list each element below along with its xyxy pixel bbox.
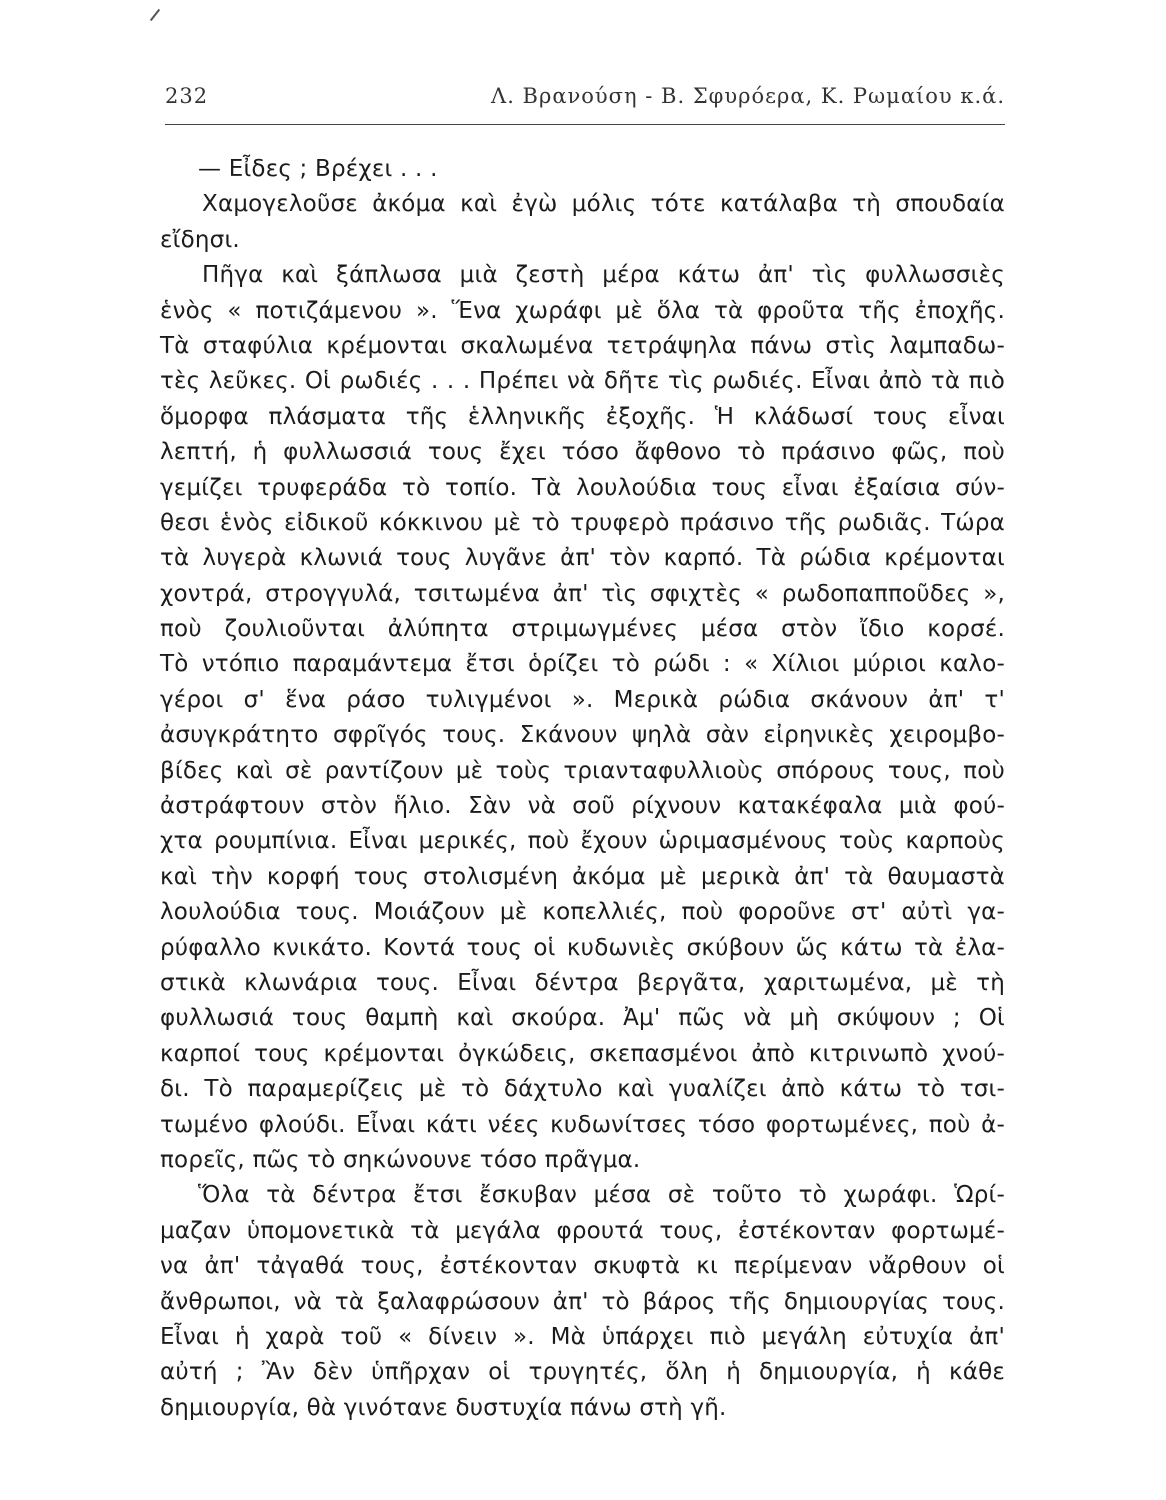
text-line: δημιουργία, θὰ γινότανε δυστυχία πάνω στὴ γῆ.	[160, 1394, 727, 1421]
text-line: δι. Τὸ παραμερίζεις μὲ τὸ δάχτυλο καὶ γυαλίζει ἀπὸ κάτω τὸ τσι-	[160, 1076, 1005, 1103]
pencil-tick-mark	[150, 9, 160, 21]
text-line: χτα ρουμπίνια. Εἶναι μερικές, ποὺ ἔχουν ὡριμασμένους τοὺς καρποὺς	[160, 828, 1005, 855]
text-line: εἴδησι.	[160, 226, 240, 253]
text-line: να ἀπ' τἀγαθά τους, ἐστέκονταν σκυφτὰ κι περίμεναν νἄρθουν οἱ	[160, 1253, 1005, 1280]
text-line: καρποί τους κρέμονται ὀγκώδεις, σκεπασμένοι ἀπὸ κιτρινωπὸ χνού-	[160, 1040, 1005, 1067]
text-line: γεμίζει τρυφεράδα τὸ τοπίο. Τὰ λουλούδια τους εἶναι ἐξαίσια σύν-	[160, 474, 1005, 501]
text-line: μαζαν ὑπομονετικὰ τὰ μεγάλα φρουτά τους, ἐστέκονταν φορτωμέ-	[160, 1217, 1005, 1244]
text-line: Πῆγα καὶ ξάπλωσα μιὰ ζεστὴ μέρα κάτω ἀπ' τὶς φυλλωσσιὲς	[202, 262, 1005, 289]
running-head: Λ. Βρανούση - Β. Σφυρόερα, Κ. Ρωμαίου κ.ά.	[491, 84, 1005, 108]
text-line: Τὸ ντόπιο παραμάντεμα ἔτσι ὁρίζει τὸ ρώδι : « Χίλιοι μύριοι καλο-	[160, 651, 1005, 678]
text-line: ἑνὸς « ποτιζάμενου ». Ἕνα χωράφι μὲ ὅλα τὰ φροῦτα τῆς ἐποχῆς.	[160, 297, 1005, 324]
text-line: ποὺ ζουλιοῦνται ἀλύπητα στριμωγμένες μέσα στὸν ἴδιο κορσέ.	[160, 616, 1005, 643]
text-line: Χαμογελοῦσε ἀκόμα καὶ ἐγὼ μόλις τότε κατάλαβα τὴ σπουδαία	[202, 191, 1005, 218]
text-line: τὲς λεῦκες. Οἱ ρωδιές . . . Πρέπει νὰ δῆτε τὶς ρωδιές. Εἶναι ἀπὸ τὰ πιὸ	[160, 368, 1005, 395]
text-line: ἄνθρωποι, νὰ τὰ ξαλαφρώσουν ἀπ' τὸ βάρος τῆς δημιουργίας τους.	[160, 1288, 1005, 1315]
body-text	[160, 152, 1005, 1426]
text-line: στικὰ κλωνάρια τους. Εἶναι δέντρα βεργᾶτα, χαριτωμένα, μὲ τὴ	[160, 969, 1005, 996]
text-line: χοντρά, στρογγυλά, τσιτωμένα ἀπ' τὶς σφιχτὲς « ρωδοπαπποῦδες »,	[160, 580, 1005, 607]
text-line: — Εἶδες ; Βρέχει . . .	[198, 156, 438, 182]
text-line: Ὅλα τὰ δέντρα ἔτσι ἔσκυβαν μέσα σὲ τοῦτο τὸ χωράφι. Ὡρί-	[198, 1182, 1005, 1209]
text-line: γέροι σ' ἕνα ράσο τυλιγμένοι ». Μερικὰ ρώδια σκάνουν ἀπ' τ'	[160, 686, 1005, 713]
text-line: λεπτή, ἡ φυλλωσσιά τους ἔχει τόσο ἄφθονο τὸ πράσινο φῶς, ποὺ	[160, 439, 1005, 466]
text-line: πορεῖς, πῶς τὸ σηκώνουνε τόσο πρᾶγμα.	[160, 1146, 641, 1173]
text-line: τὰ λυγερὰ κλωνιά τους λυγᾶνε ἀπ' τὸν καρπό. Τὰ ρώδια κρέμονται	[160, 545, 1005, 572]
text-line: βίδες καὶ σὲ ραντίζουν μὲ τοὺς τριανταφυλλιοὺς σπόρους τους, ποὺ	[160, 757, 1005, 784]
text-line: ρύφαλλο κνικάτο. Κοντά τους οἱ κυδωνιὲς σκύβουν ὥς κάτω τὰ ἐλα-	[160, 934, 1005, 961]
text-line: αὐτή ; Ἂν δὲν ὑπῆρχαν οἱ τρυγητές, ὅλη ἡ δημιουργία, ἡ κάθε	[160, 1359, 1005, 1386]
text-line: ὅμορφα πλάσματα τῆς ἑλληνικῆς ἐξοχῆς. Ἡ κλάδωσί τους εἶναι	[160, 403, 1005, 430]
text-line: θεσι ἑνὸς εἰδικοῦ κόκκινου μὲ τὸ τρυφερὸ πράσινο τῆς ρωδιᾶς. Τώρα	[160, 509, 1005, 536]
header-rule	[165, 124, 1005, 125]
text-line: καὶ τὴν κορφή τους στολισμένη ἀκόμα μὲ μερικὰ ἀπ' τὰ θαυμαστὰ	[160, 863, 1005, 890]
text-line: λουλούδια τους. Μοιάζουν μὲ κοπελλιές, ποὺ φοροῦνε στ' αὐτὶ γα-	[160, 899, 1005, 926]
text-line: Εἶναι ἡ χαρὰ τοῦ « δίνειν ». Μὰ ὑπάρχει πιὸ μεγάλη εὐτυχία ἀπ'	[160, 1323, 1005, 1350]
page-number: 232	[165, 84, 209, 108]
text-line: φυλλωσιά τους θαμπὴ καὶ σκούρα. Ἀμ' πῶς νὰ μὴ σκύψουν ; Οἱ	[160, 1005, 1005, 1032]
page-header	[165, 84, 1005, 120]
text-line: τωμένο φλούδι. Εἶναι κάτι νέες κυδωνίτσες τόσο φορτωμένες, ποὺ ἀ-	[160, 1111, 1005, 1138]
text-line: ἀστράφτουν στὸν ἥλιο. Σὰν νὰ σοῦ ρίχνουν κατακέφαλα μιὰ φού-	[160, 793, 1005, 820]
text-line: Τὰ σταφύλια κρέμονται σκαλωμένα τετράψηλα πάνω στὶς λαμπαδω-	[160, 332, 1005, 359]
text-line: ἀσυγκράτητο σφρῖγός τους. Σκάνουν ψηλὰ σὰν εἰρηνικὲς χειρομβο-	[160, 722, 1005, 749]
